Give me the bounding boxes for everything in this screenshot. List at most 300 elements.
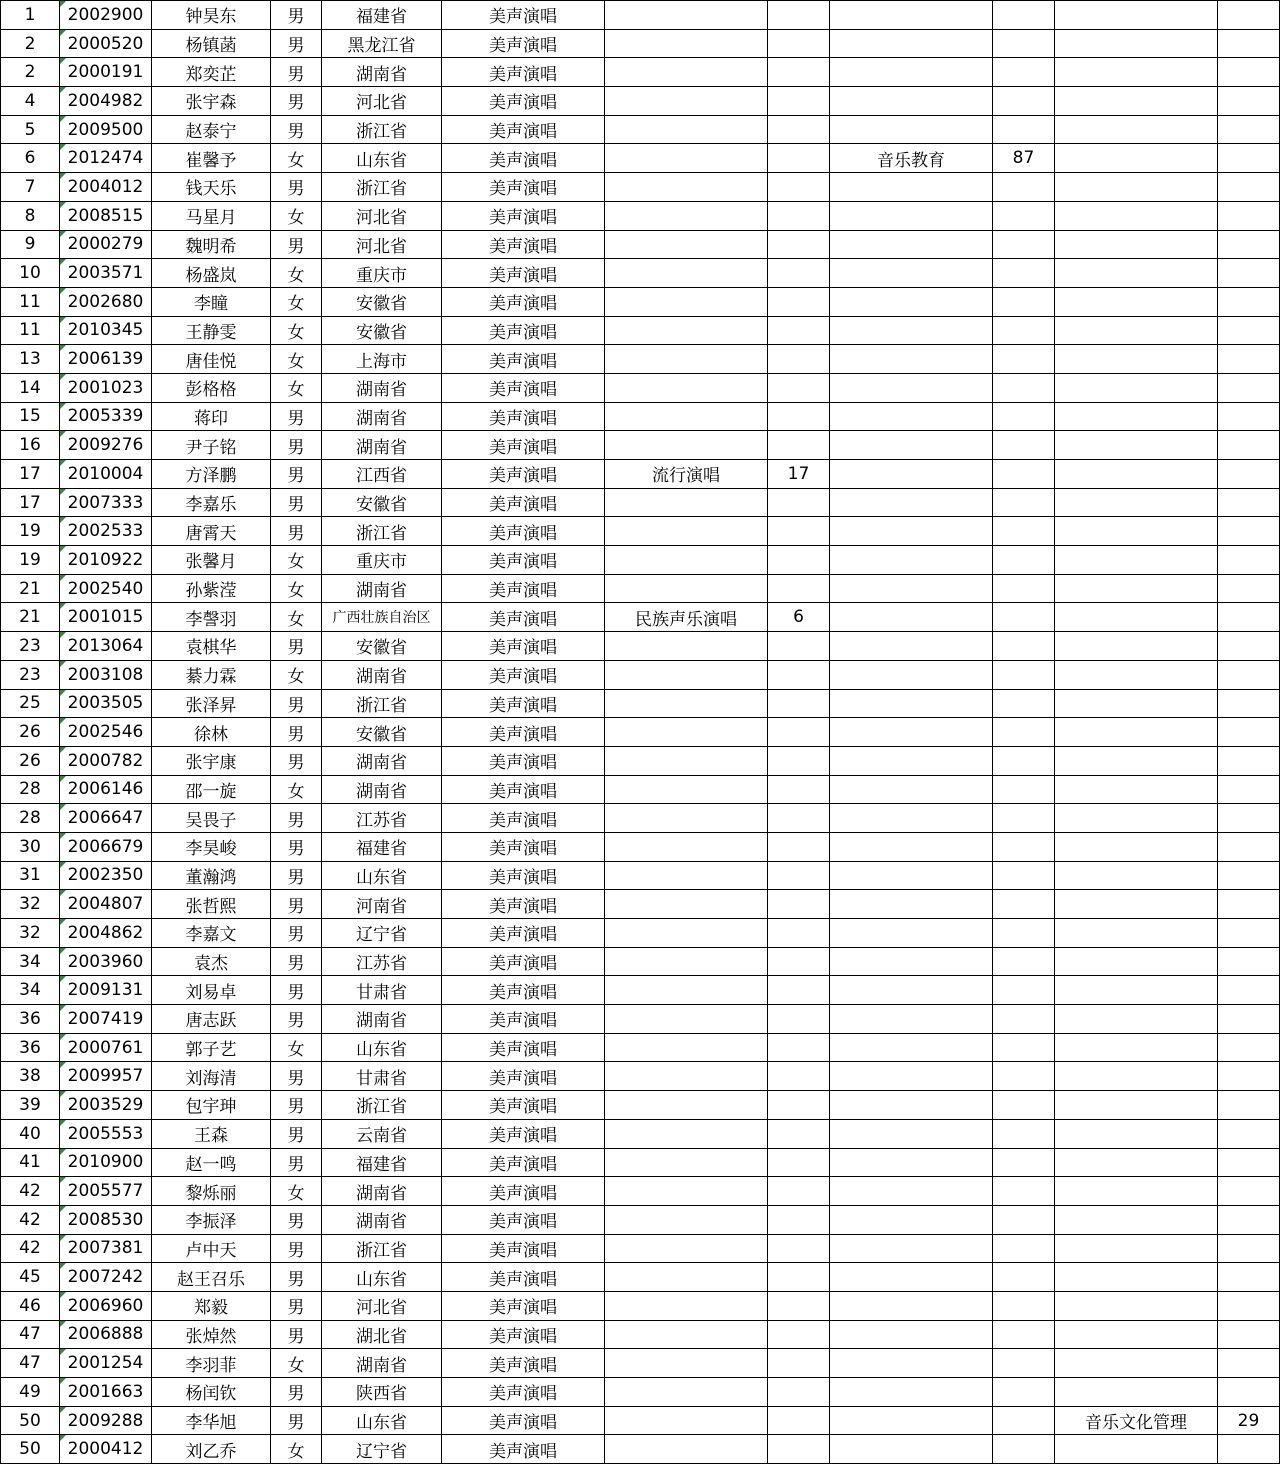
alt-score-1-cell[interactable] — [768, 1091, 830, 1120]
id-cell[interactable]: 2001023 — [60, 373, 152, 402]
alt-score-3-cell[interactable] — [1218, 919, 1280, 948]
name-cell[interactable]: 李羽菲 — [152, 1349, 271, 1378]
province-cell[interactable]: 湖南省 — [322, 373, 442, 402]
gender-cell[interactable]: 男 — [271, 87, 322, 116]
rank-cell[interactable]: 10 — [1, 259, 60, 288]
name-cell[interactable]: 郑奕芷 — [152, 58, 271, 87]
alt-score-1-cell[interactable] — [768, 1119, 830, 1148]
alt-major-1-cell[interactable] — [605, 832, 768, 861]
rank-cell[interactable]: 15 — [1, 402, 60, 431]
alt-major-2-cell[interactable] — [830, 259, 993, 288]
gender-cell[interactable]: 男 — [271, 402, 322, 431]
alt-major-2-cell[interactable] — [830, 29, 993, 58]
rank-cell[interactable]: 28 — [1, 804, 60, 833]
name-cell[interactable]: 赵一鸣 — [152, 1148, 271, 1177]
gender-cell[interactable]: 男 — [271, 230, 322, 259]
gender-cell[interactable]: 男 — [271, 804, 322, 833]
name-cell[interactable]: 钟昊东 — [152, 1, 271, 30]
alt-score-2-cell[interactable] — [993, 1263, 1055, 1292]
gender-cell[interactable]: 女 — [271, 144, 322, 173]
name-cell[interactable]: 杨闰钦 — [152, 1378, 271, 1407]
gender-cell[interactable]: 女 — [271, 1177, 322, 1206]
alt-major-3-cell[interactable] — [1055, 373, 1218, 402]
rank-cell[interactable]: 47 — [1, 1349, 60, 1378]
rank-cell[interactable]: 42 — [1, 1205, 60, 1234]
alt-score-1-cell[interactable] — [768, 144, 830, 173]
province-cell[interactable]: 安徽省 — [322, 287, 442, 316]
alt-score-2-cell[interactable] — [993, 373, 1055, 402]
alt-major-3-cell[interactable] — [1055, 115, 1218, 144]
alt-score-1-cell[interactable] — [768, 373, 830, 402]
major-cell[interactable]: 美声演唱 — [442, 201, 605, 230]
alt-major-1-cell[interactable] — [605, 546, 768, 575]
name-cell[interactable]: 袁棋华 — [152, 632, 271, 661]
id-cell[interactable]: 2008530 — [60, 1205, 152, 1234]
province-cell[interactable]: 湖南省 — [322, 775, 442, 804]
alt-major-2-cell[interactable] — [830, 1349, 993, 1378]
alt-major-2-cell[interactable] — [830, 287, 993, 316]
gender-cell[interactable]: 男 — [271, 1263, 322, 1292]
name-cell[interactable]: 张宇森 — [152, 87, 271, 116]
name-cell[interactable]: 张泽昇 — [152, 689, 271, 718]
province-cell[interactable]: 山东省 — [322, 1033, 442, 1062]
gender-cell[interactable]: 女 — [271, 287, 322, 316]
gender-cell[interactable]: 男 — [271, 919, 322, 948]
province-cell[interactable]: 河南省 — [322, 890, 442, 919]
alt-major-2-cell[interactable] — [830, 1234, 993, 1263]
province-cell[interactable]: 浙江省 — [322, 173, 442, 202]
alt-major-3-cell[interactable] — [1055, 832, 1218, 861]
alt-major-3-cell[interactable] — [1055, 546, 1218, 575]
alt-score-1-cell[interactable] — [768, 1320, 830, 1349]
major-cell[interactable]: 美声演唱 — [442, 87, 605, 116]
alt-score-1-cell[interactable] — [768, 746, 830, 775]
alt-major-1-cell[interactable] — [605, 660, 768, 689]
id-cell[interactable]: 2003960 — [60, 947, 152, 976]
major-cell[interactable]: 美声演唱 — [442, 546, 605, 575]
id-cell[interactable]: 2007381 — [60, 1234, 152, 1263]
alt-score-2-cell[interactable] — [993, 259, 1055, 288]
alt-major-3-cell[interactable] — [1055, 345, 1218, 374]
alt-major-1-cell[interactable] — [605, 316, 768, 345]
alt-major-2-cell[interactable] — [830, 1119, 993, 1148]
alt-score-3-cell[interactable] — [1218, 1148, 1280, 1177]
alt-major-2-cell[interactable] — [830, 746, 993, 775]
major-cell[interactable]: 美声演唱 — [442, 1291, 605, 1320]
alt-major-2-cell[interactable] — [830, 660, 993, 689]
alt-score-2-cell[interactable] — [993, 29, 1055, 58]
alt-score-3-cell[interactable] — [1218, 517, 1280, 546]
major-cell[interactable]: 美声演唱 — [442, 1320, 605, 1349]
province-cell[interactable]: 河北省 — [322, 1291, 442, 1320]
alt-major-3-cell[interactable] — [1055, 632, 1218, 661]
alt-score-3-cell[interactable] — [1218, 287, 1280, 316]
rank-cell[interactable]: 4 — [1, 87, 60, 116]
alt-major-3-cell[interactable] — [1055, 58, 1218, 87]
alt-score-1-cell[interactable] — [768, 230, 830, 259]
alt-score-3-cell[interactable] — [1218, 574, 1280, 603]
major-cell[interactable]: 美声演唱 — [442, 1091, 605, 1120]
major-cell[interactable]: 美声演唱 — [442, 1378, 605, 1407]
alt-score-3-cell[interactable] — [1218, 1091, 1280, 1120]
major-cell[interactable]: 美声演唱 — [442, 488, 605, 517]
alt-score-1-cell[interactable] — [768, 890, 830, 919]
gender-cell[interactable]: 男 — [271, 1320, 322, 1349]
gender-cell[interactable]: 男 — [271, 890, 322, 919]
alt-major-3-cell[interactable] — [1055, 1205, 1218, 1234]
alt-score-2-cell[interactable] — [993, 517, 1055, 546]
alt-score-1-cell[interactable]: 17 — [768, 460, 830, 489]
province-cell[interactable]: 甘肃省 — [322, 1062, 442, 1091]
gender-cell[interactable]: 女 — [271, 546, 322, 575]
major-cell[interactable]: 美声演唱 — [442, 947, 605, 976]
alt-score-2-cell[interactable] — [993, 632, 1055, 661]
id-cell[interactable]: 2007333 — [60, 488, 152, 517]
rank-cell[interactable]: 42 — [1, 1234, 60, 1263]
id-cell[interactable]: 2003571 — [60, 259, 152, 288]
alt-major-2-cell[interactable] — [830, 173, 993, 202]
alt-score-2-cell[interactable] — [993, 861, 1055, 890]
alt-major-3-cell[interactable] — [1055, 431, 1218, 460]
alt-score-3-cell[interactable] — [1218, 660, 1280, 689]
alt-major-3-cell[interactable] — [1055, 1234, 1218, 1263]
name-cell[interactable]: 王静雯 — [152, 316, 271, 345]
alt-score-1-cell[interactable] — [768, 832, 830, 861]
major-cell[interactable]: 美声演唱 — [442, 1234, 605, 1263]
alt-score-3-cell[interactable] — [1218, 87, 1280, 116]
id-cell[interactable]: 2009957 — [60, 1062, 152, 1091]
province-cell[interactable]: 湖南省 — [322, 1205, 442, 1234]
id-cell[interactable]: 2003529 — [60, 1091, 152, 1120]
id-cell[interactable]: 2004862 — [60, 919, 152, 948]
alt-score-2-cell[interactable] — [993, 603, 1055, 632]
name-cell[interactable]: 李瞳 — [152, 287, 271, 316]
alt-major-3-cell[interactable] — [1055, 1119, 1218, 1148]
alt-major-2-cell[interactable] — [830, 1435, 993, 1464]
name-cell[interactable]: 彭格格 — [152, 373, 271, 402]
province-cell[interactable]: 山东省 — [322, 1406, 442, 1435]
province-cell[interactable]: 河北省 — [322, 230, 442, 259]
alt-score-3-cell[interactable] — [1218, 947, 1280, 976]
alt-major-1-cell[interactable] — [605, 144, 768, 173]
alt-score-2-cell[interactable] — [993, 947, 1055, 976]
alt-score-2-cell[interactable] — [993, 890, 1055, 919]
id-cell[interactable]: 2003505 — [60, 689, 152, 718]
alt-score-2-cell[interactable] — [993, 230, 1055, 259]
id-cell[interactable]: 2000520 — [60, 29, 152, 58]
alt-score-3-cell[interactable] — [1218, 718, 1280, 747]
alt-score-1-cell[interactable] — [768, 58, 830, 87]
alt-score-2-cell[interactable] — [993, 775, 1055, 804]
alt-score-2-cell[interactable] — [993, 1406, 1055, 1435]
alt-score-2-cell[interactable] — [993, 316, 1055, 345]
province-cell[interactable]: 山东省 — [322, 861, 442, 890]
major-cell[interactable]: 美声演唱 — [442, 919, 605, 948]
gender-cell[interactable]: 男 — [271, 460, 322, 489]
province-cell[interactable]: 辽宁省 — [322, 1435, 442, 1464]
alt-major-2-cell[interactable] — [830, 546, 993, 575]
alt-score-3-cell[interactable] — [1218, 1005, 1280, 1034]
alt-score-3-cell[interactable] — [1218, 144, 1280, 173]
alt-major-2-cell[interactable] — [830, 316, 993, 345]
gender-cell[interactable]: 男 — [271, 1205, 322, 1234]
alt-score-2-cell[interactable] — [993, 1291, 1055, 1320]
rank-cell[interactable]: 31 — [1, 861, 60, 890]
alt-major-2-cell[interactable]: 音乐教育 — [830, 144, 993, 173]
alt-major-1-cell[interactable] — [605, 1205, 768, 1234]
rank-cell[interactable]: 11 — [1, 316, 60, 345]
alt-score-3-cell[interactable] — [1218, 316, 1280, 345]
alt-major-2-cell[interactable] — [830, 603, 993, 632]
gender-cell[interactable]: 男 — [271, 58, 322, 87]
alt-major-1-cell[interactable] — [605, 201, 768, 230]
rank-cell[interactable]: 25 — [1, 689, 60, 718]
alt-score-3-cell[interactable] — [1218, 890, 1280, 919]
alt-major-3-cell[interactable] — [1055, 144, 1218, 173]
alt-score-1-cell[interactable] — [768, 861, 830, 890]
id-cell[interactable]: 2000782 — [60, 746, 152, 775]
major-cell[interactable]: 美声演唱 — [442, 230, 605, 259]
alt-score-1-cell[interactable] — [768, 718, 830, 747]
alt-major-3-cell[interactable] — [1055, 890, 1218, 919]
alt-score-2-cell[interactable] — [993, 660, 1055, 689]
alt-score-2-cell[interactable] — [993, 1062, 1055, 1091]
name-cell[interactable]: 刘海清 — [152, 1062, 271, 1091]
rank-cell[interactable]: 9 — [1, 230, 60, 259]
province-cell[interactable]: 江苏省 — [322, 947, 442, 976]
alt-major-3-cell[interactable] — [1055, 746, 1218, 775]
alt-score-2-cell[interactable] — [993, 115, 1055, 144]
alt-major-3-cell[interactable] — [1055, 29, 1218, 58]
alt-major-3-cell[interactable] — [1055, 460, 1218, 489]
alt-score-2-cell[interactable] — [993, 1005, 1055, 1034]
alt-score-3-cell[interactable] — [1218, 1378, 1280, 1407]
alt-score-2-cell[interactable] — [993, 976, 1055, 1005]
rank-cell[interactable]: 32 — [1, 919, 60, 948]
id-cell[interactable]: 2002900 — [60, 1, 152, 30]
rank-cell[interactable]: 23 — [1, 660, 60, 689]
alt-score-3-cell[interactable] — [1218, 58, 1280, 87]
alt-major-2-cell[interactable] — [830, 832, 993, 861]
alt-major-2-cell[interactable] — [830, 87, 993, 116]
alt-score-2-cell[interactable] — [993, 1234, 1055, 1263]
major-cell[interactable]: 美声演唱 — [442, 1033, 605, 1062]
alt-score-1-cell[interactable] — [768, 976, 830, 1005]
alt-score-2-cell[interactable] — [993, 574, 1055, 603]
alt-score-3-cell[interactable]: 29 — [1218, 1406, 1280, 1435]
major-cell[interactable]: 美声演唱 — [442, 746, 605, 775]
alt-major-3-cell[interactable] — [1055, 1177, 1218, 1206]
alt-major-1-cell[interactable] — [605, 1033, 768, 1062]
id-cell[interactable]: 2009276 — [60, 431, 152, 460]
alt-major-1-cell[interactable] — [605, 1005, 768, 1034]
major-cell[interactable]: 美声演唱 — [442, 517, 605, 546]
alt-major-1-cell[interactable] — [605, 259, 768, 288]
alt-score-1-cell[interactable] — [768, 1291, 830, 1320]
alt-score-3-cell[interactable] — [1218, 1062, 1280, 1091]
alt-major-1-cell[interactable] — [605, 29, 768, 58]
name-cell[interactable]: 魏明希 — [152, 230, 271, 259]
major-cell[interactable]: 美声演唱 — [442, 632, 605, 661]
id-cell[interactable]: 2001254 — [60, 1349, 152, 1378]
major-cell[interactable]: 美声演唱 — [442, 1435, 605, 1464]
alt-major-1-cell[interactable] — [605, 1291, 768, 1320]
name-cell[interactable]: 李嘉乐 — [152, 488, 271, 517]
name-cell[interactable]: 赵王召乐 — [152, 1263, 271, 1292]
alt-score-3-cell[interactable] — [1218, 173, 1280, 202]
major-cell[interactable]: 美声演唱 — [442, 976, 605, 1005]
alt-score-2-cell[interactable] — [993, 431, 1055, 460]
alt-major-1-cell[interactable] — [605, 345, 768, 374]
name-cell[interactable]: 郭子艺 — [152, 1033, 271, 1062]
alt-score-1-cell[interactable] — [768, 574, 830, 603]
alt-major-2-cell[interactable] — [830, 632, 993, 661]
rank-cell[interactable]: 8 — [1, 201, 60, 230]
id-cell[interactable]: 2010004 — [60, 460, 152, 489]
major-cell[interactable]: 美声演唱 — [442, 345, 605, 374]
alt-score-3-cell[interactable] — [1218, 1205, 1280, 1234]
major-cell[interactable]: 美声演唱 — [442, 1406, 605, 1435]
gender-cell[interactable]: 男 — [271, 517, 322, 546]
alt-major-1-cell[interactable] — [605, 58, 768, 87]
name-cell[interactable]: 董瀚鸿 — [152, 861, 271, 890]
major-cell[interactable]: 美声演唱 — [442, 144, 605, 173]
rank-cell[interactable]: 40 — [1, 1119, 60, 1148]
gender-cell[interactable]: 女 — [271, 259, 322, 288]
rank-cell[interactable]: 46 — [1, 1291, 60, 1320]
gender-cell[interactable]: 男 — [271, 861, 322, 890]
id-cell[interactable]: 2006146 — [60, 775, 152, 804]
alt-score-1-cell[interactable] — [768, 1033, 830, 1062]
alt-major-2-cell[interactable] — [830, 1263, 993, 1292]
alt-major-2-cell[interactable] — [830, 460, 993, 489]
rank-cell[interactable]: 45 — [1, 1263, 60, 1292]
alt-score-1-cell[interactable] — [768, 1005, 830, 1034]
name-cell[interactable]: 钱天乐 — [152, 173, 271, 202]
id-cell[interactable]: 2007242 — [60, 1263, 152, 1292]
alt-score-3-cell[interactable] — [1218, 402, 1280, 431]
alt-score-2-cell[interactable] — [993, 58, 1055, 87]
major-cell[interactable]: 美声演唱 — [442, 1, 605, 30]
gender-cell[interactable]: 女 — [271, 373, 322, 402]
province-cell[interactable]: 山东省 — [322, 1263, 442, 1292]
alt-score-2-cell[interactable] — [993, 718, 1055, 747]
alt-score-1-cell[interactable] — [768, 632, 830, 661]
rank-cell[interactable]: 47 — [1, 1320, 60, 1349]
alt-major-3-cell[interactable] — [1055, 1148, 1218, 1177]
major-cell[interactable]: 美声演唱 — [442, 1177, 605, 1206]
alt-major-3-cell[interactable] — [1055, 574, 1218, 603]
province-cell[interactable]: 浙江省 — [322, 517, 442, 546]
id-cell[interactable]: 2000761 — [60, 1033, 152, 1062]
id-cell[interactable]: 2009500 — [60, 115, 152, 144]
province-cell[interactable]: 浙江省 — [322, 1234, 442, 1263]
id-cell[interactable]: 2000279 — [60, 230, 152, 259]
alt-major-2-cell[interactable] — [830, 201, 993, 230]
name-cell[interactable]: 李昊峻 — [152, 832, 271, 861]
id-cell[interactable]: 2000191 — [60, 58, 152, 87]
alt-score-1-cell[interactable] — [768, 546, 830, 575]
name-cell[interactable]: 邵一旋 — [152, 775, 271, 804]
province-cell[interactable]: 广西壮族自治区 — [322, 603, 442, 632]
rank-cell[interactable]: 32 — [1, 890, 60, 919]
alt-score-2-cell[interactable] — [993, 746, 1055, 775]
alt-score-2-cell[interactable] — [993, 87, 1055, 116]
alt-score-2-cell[interactable] — [993, 1205, 1055, 1234]
province-cell[interactable]: 湖南省 — [322, 1005, 442, 1034]
rank-cell[interactable]: 21 — [1, 574, 60, 603]
alt-major-1-cell[interactable] — [605, 115, 768, 144]
major-cell[interactable]: 美声演唱 — [442, 804, 605, 833]
alt-major-2-cell[interactable] — [830, 1205, 993, 1234]
alt-score-3-cell[interactable] — [1218, 804, 1280, 833]
major-cell[interactable]: 美声演唱 — [442, 402, 605, 431]
alt-score-1-cell[interactable] — [768, 201, 830, 230]
alt-major-3-cell[interactable] — [1055, 1, 1218, 30]
alt-major-3-cell[interactable] — [1055, 230, 1218, 259]
alt-major-2-cell[interactable] — [830, 1, 993, 30]
gender-cell[interactable]: 女 — [271, 1033, 322, 1062]
name-cell[interactable]: 王森 — [152, 1119, 271, 1148]
alt-score-1-cell[interactable] — [768, 775, 830, 804]
province-cell[interactable]: 甘肃省 — [322, 976, 442, 1005]
rank-cell[interactable]: 41 — [1, 1148, 60, 1177]
alt-score-2-cell[interactable] — [993, 1177, 1055, 1206]
id-cell[interactable]: 2006139 — [60, 345, 152, 374]
alt-score-3-cell[interactable] — [1218, 1291, 1280, 1320]
gender-cell[interactable]: 男 — [271, 689, 322, 718]
name-cell[interactable]: 孙紫滢 — [152, 574, 271, 603]
alt-major-1-cell[interactable] — [605, 1119, 768, 1148]
alt-major-3-cell[interactable] — [1055, 718, 1218, 747]
alt-major-1-cell[interactable] — [605, 746, 768, 775]
alt-major-2-cell[interactable] — [830, 976, 993, 1005]
alt-major-3-cell[interactable] — [1055, 919, 1218, 948]
alt-major-2-cell[interactable] — [830, 1062, 993, 1091]
alt-major-2-cell[interactable] — [830, 1177, 993, 1206]
alt-major-1-cell[interactable] — [605, 1406, 768, 1435]
rank-cell[interactable]: 13 — [1, 345, 60, 374]
alt-score-3-cell[interactable] — [1218, 345, 1280, 374]
alt-score-3-cell[interactable] — [1218, 29, 1280, 58]
major-cell[interactable]: 美声演唱 — [442, 431, 605, 460]
alt-score-1-cell[interactable] — [768, 660, 830, 689]
alt-major-3-cell[interactable] — [1055, 1378, 1218, 1407]
rank-cell[interactable]: 16 — [1, 431, 60, 460]
alt-major-3-cell[interactable] — [1055, 1005, 1218, 1034]
alt-major-2-cell[interactable] — [830, 861, 993, 890]
alt-major-3-cell[interactable] — [1055, 87, 1218, 116]
gender-cell[interactable]: 男 — [271, 1, 322, 30]
rank-cell[interactable]: 6 — [1, 144, 60, 173]
major-cell[interactable]: 美声演唱 — [442, 173, 605, 202]
name-cell[interactable]: 赵泰宁 — [152, 115, 271, 144]
alt-score-3-cell[interactable] — [1218, 632, 1280, 661]
alt-major-1-cell[interactable] — [605, 804, 768, 833]
province-cell[interactable]: 湖南省 — [322, 746, 442, 775]
rank-cell[interactable]: 28 — [1, 775, 60, 804]
gender-cell[interactable]: 男 — [271, 1119, 322, 1148]
alt-major-2-cell[interactable] — [830, 775, 993, 804]
major-cell[interactable]: 美声演唱 — [442, 861, 605, 890]
rank-cell[interactable]: 19 — [1, 546, 60, 575]
rank-cell[interactable]: 49 — [1, 1378, 60, 1407]
id-cell[interactable]: 2006960 — [60, 1291, 152, 1320]
name-cell[interactable]: 唐佳悦 — [152, 345, 271, 374]
alt-score-3-cell[interactable] — [1218, 1435, 1280, 1464]
major-cell[interactable]: 美声演唱 — [442, 316, 605, 345]
alt-score-3-cell[interactable] — [1218, 201, 1280, 230]
